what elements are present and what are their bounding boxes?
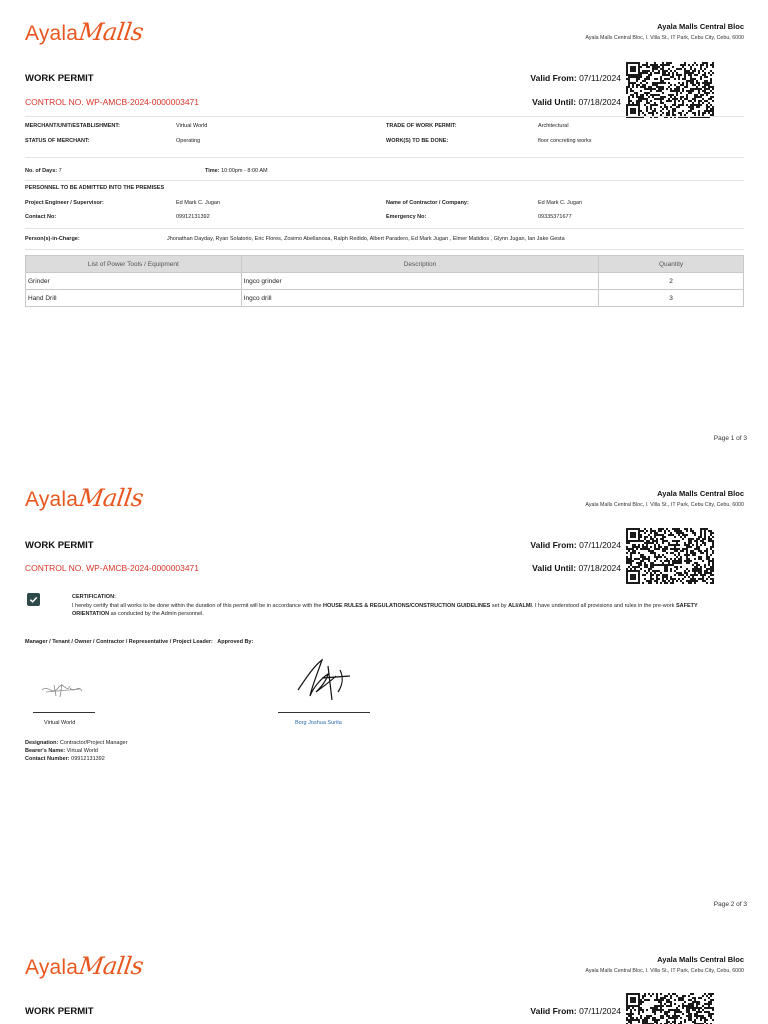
desc-cell: Ingco grinder — [241, 273, 598, 290]
permit-page-3 — [0, 932, 768, 1024]
pic-label: Person(s)-in-Charge: — [25, 236, 80, 242]
check-icon — [29, 595, 38, 604]
company-name: Ayala Malls Central Bloc — [657, 489, 744, 498]
merchant-value: Virtual World — [176, 123, 208, 129]
contractor-label: Name of Contractor / Company: — [386, 200, 469, 206]
works-value: floor concreting works — [538, 138, 592, 144]
table-row — [26, 273, 744, 290]
signature-line-right — [278, 712, 370, 713]
signature-left-icon — [40, 680, 85, 700]
bearer-name-field: Bearer's Name: Virtual World — [25, 747, 98, 754]
certification-checkbox[interactable] — [27, 593, 40, 606]
logo-text-malls: Malls — [77, 952, 146, 980]
company-name: Ayala Malls Central Bloc — [657, 22, 744, 31]
control-number: CONTROL NO. WP-AMCB-2024-0000003471 — [25, 97, 200, 107]
contact-label: Contact No: — [25, 214, 57, 220]
divider — [25, 157, 744, 158]
company-address: Ayala Malls Central Bloc, I. Villa St., IT Park, Cebu City, Cebu, 6000 — [585, 968, 744, 974]
company-address: Ayala Malls Central Bloc, I. Villa St., IT Park, Cebu City, Cebu, 6000 — [585, 502, 744, 508]
company-name: Ayala Malls Central Bloc — [657, 955, 744, 964]
qty-cell: 2 — [599, 273, 744, 290]
control-number: CONTROL NO. WP-AMCB-2024-0000003471 — [25, 563, 200, 573]
company-block — [585, 489, 744, 508]
designation-field: Designation: Contractor/Project Manager — [25, 740, 128, 746]
approver-name: Borg Joshua Surita — [295, 720, 342, 726]
header-quantity: Quantity — [599, 256, 744, 273]
tool-cell: Hand Drill — [26, 290, 242, 307]
work-permit-title: WORK PERMIT — [25, 73, 94, 84]
contractor-value: Ed Mark C. Jugan — [538, 200, 583, 206]
header-tools: List of Power Tools / Equipment — [26, 256, 242, 273]
qty-cell: 3 — [599, 290, 744, 307]
signatory-left-name: Virtual World — [44, 720, 76, 726]
tools-header-row — [26, 256, 744, 273]
work-permit-title: WORK PERMIT — [25, 540, 94, 551]
company-block — [585, 22, 744, 41]
ayala-malls-logo — [25, 952, 146, 980]
pic-value: Jhonathan Dayday, Ryan Solatorio, Eric Flores, Zosimo Abellanosa, Ralph Redido, Albert Paradero, Ed Mark Jugan , Elmer Matidios , Glynn Jugan, Ian Jake Gesta — [167, 236, 565, 242]
page-number: Page 2 of 3 — [713, 901, 747, 908]
valid-from: Valid From: 07/11/2024 — [530, 1006, 621, 1016]
header-description: Description — [241, 256, 598, 273]
signature-line-left — [33, 712, 95, 713]
valid-until: Valid Until: 07/18/2024 — [532, 563, 621, 573]
ayala-malls-logo — [25, 18, 146, 46]
trade-label: TRADE OF WORK PERMIT: — [386, 123, 457, 129]
engineer-label: Project Engineer / Supervisor: — [25, 200, 104, 206]
tools-table — [25, 255, 744, 307]
time-field: Time: 10:00pm - 8:00 AM — [205, 168, 268, 174]
emergency-label: Emergency No: — [386, 214, 427, 220]
bearer-details — [25, 740, 127, 764]
merchant-label: MERCHANT/UNIT/ESTABLISHMENT: — [25, 123, 120, 129]
table-row — [26, 290, 744, 307]
signature-right-icon — [292, 656, 356, 704]
tool-cell: Grinder — [26, 273, 242, 290]
engineer-value: Ed Mark C. Jugan — [176, 200, 221, 206]
valid-from: Valid From: 07/11/2024 — [530, 73, 621, 83]
qr-code-icon — [626, 528, 714, 584]
logo-text-malls: Malls — [77, 484, 146, 512]
work-permit-title: WORK PERMIT — [25, 1006, 94, 1017]
certification-text — [72, 593, 732, 619]
valid-until: Valid Until: 07/18/2024 — [532, 97, 621, 107]
desc-cell: Ingco drill — [241, 290, 598, 307]
qr-code-icon — [626, 993, 714, 1024]
valid-from: Valid From: 07/11/2024 — [530, 540, 621, 550]
certification-body: I hereby certify that all works to be done within the duration of this permit will be in accordance with the HOUSE RULES & REGULATIONS/CONSTRUCTION GUIDELINES set by ALI/ALMI. I have understood all provisions and rules in the pre-work SAFETY ORIENTATION as conducted by the Admin personnel. — [72, 602, 698, 618]
company-address: Ayala Malls Central Bloc, I. Villa St., IT Park, Cebu City, Cebu, 6000 — [585, 35, 744, 41]
qr-code-icon — [626, 62, 714, 118]
certification-title: CERTIFICATION: — [72, 594, 116, 600]
works-label: WORK(S) TO BE DONE: — [386, 138, 449, 144]
divider — [25, 180, 744, 181]
personnel-heading: PERSONNEL TO BE ADMITTED INTO THE PREMISES — [25, 185, 165, 191]
status-value: Operating — [176, 138, 201, 144]
logo-text-malls: Malls — [77, 18, 146, 46]
permit-page-2 — [0, 466, 768, 932]
divider — [25, 116, 744, 117]
logo-text-ayala: Ayala — [25, 956, 79, 979]
contact-value: 09912131392 — [176, 214, 210, 220]
emergency-value: 09335371677 — [538, 214, 572, 220]
company-block — [585, 955, 744, 974]
days-field: No. of Days: 7 — [25, 168, 62, 174]
signatories-header: Manager / Tenant / Owner / Contractor / Representative / Project Leader: Approved By: — [25, 639, 254, 645]
divider — [25, 228, 744, 229]
trade-value: Architectural — [538, 123, 569, 129]
page-number: Page 1 of 3 — [713, 435, 747, 442]
logo-text-ayala: Ayala — [25, 22, 79, 45]
logo-text-ayala: Ayala — [25, 488, 79, 511]
permit-page-1 — [0, 0, 768, 466]
status-label: STATUS OF MERCHANT: — [25, 138, 90, 144]
divider — [25, 249, 744, 250]
contact-number-field: Contact Number: 09912131392 — [25, 755, 105, 762]
ayala-malls-logo — [25, 484, 146, 512]
